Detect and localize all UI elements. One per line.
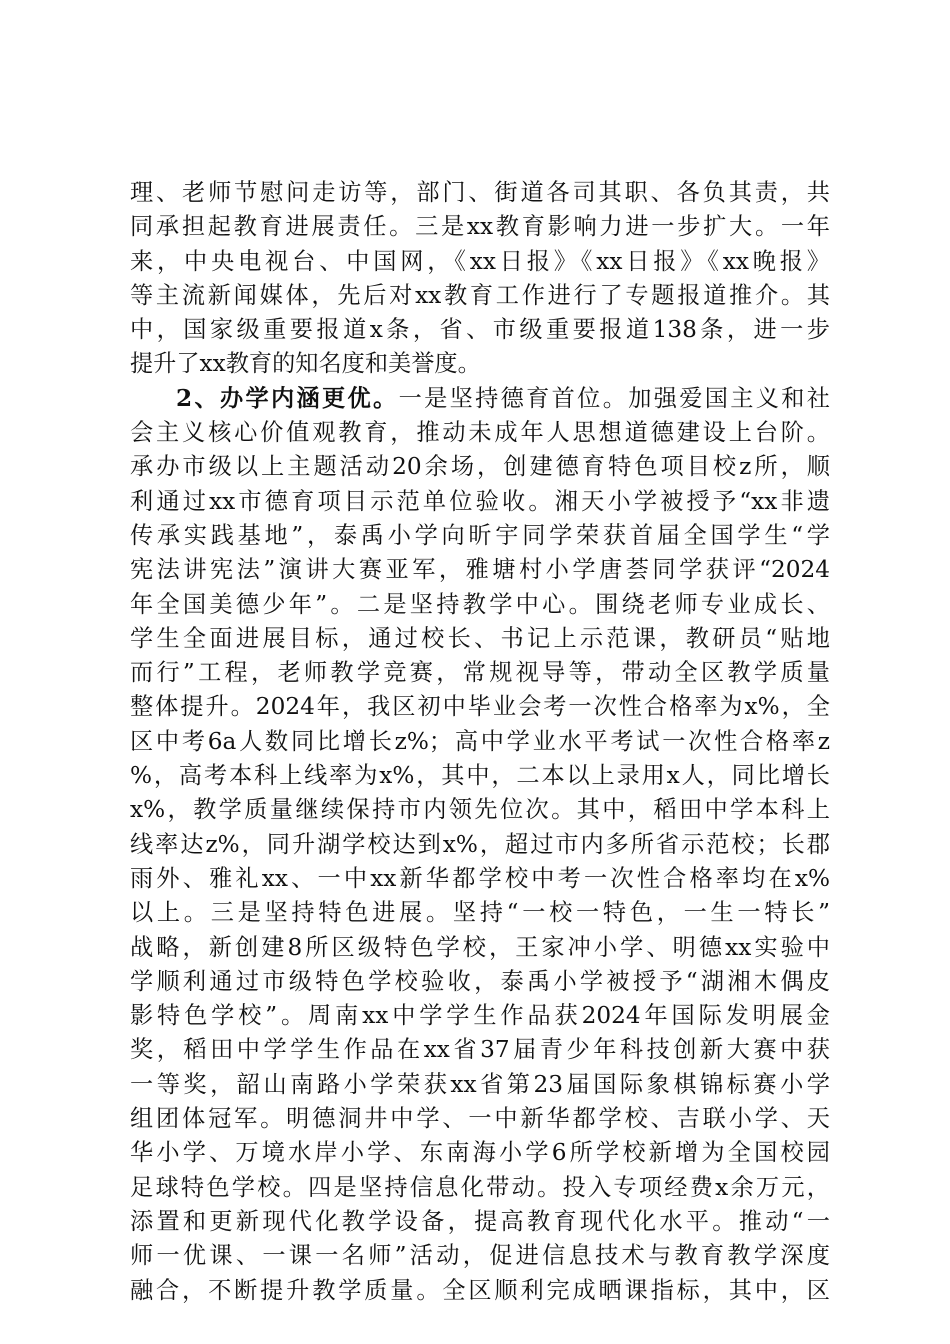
text-line: 组团体冠军。明德洞井中学、一中新华都学校、吉联小学、天 <box>130 1105 830 1133</box>
text-run: 一是坚持德育首位。加强爱国主义和社 <box>398 384 830 412</box>
text-line: 一等奖，韶山南路小学荣获xx省第23届国际象棋锦标赛小学 <box>130 1070 830 1098</box>
text-line: 奖，稻田中学学生作品在xx省37届青少年科技创新大赛中获 <box>130 1036 830 1064</box>
text-line: 年全国美德少年”。二是坚持教学中心。围绕老师专业成长、 <box>130 590 830 618</box>
text-line: 区中考6a人数同比增长z%；高中学业水平考试一次性合格率z <box>130 727 830 755</box>
text-line: %，高考本科上线率为x%，其中，二本以上录用x人，同比增长 <box>130 762 830 790</box>
document-body <box>130 176 830 1308</box>
text-line: 承办市级以上主题活动20余场，创建德育特色项目校z所，顺 <box>130 453 830 481</box>
text-line: 利通过xx市德育项目示范单位验收。湘天小学被授予“xx非遗 <box>130 487 830 515</box>
text-line: 等主流新闻媒体，先后对xx教育工作进行了专题报道推介。其 <box>130 281 830 309</box>
text-line: 学顺利通过市级特色学校验收，泰禹小学被授予“湖湘木偶皮 <box>130 967 830 995</box>
text-line: 足球特色学校。四是坚持信息化带动。投入专项经费x余万元， <box>130 1173 830 1201</box>
text-line: x%，教学质量继续保持市内领先位次。其中，稻田中学本科上 <box>130 796 830 824</box>
section-heading: 2、办学内涵更优。 <box>176 384 399 412</box>
text-line: 学生全面进展目标，通过校长、书记上示范课，教研员“贴地 <box>130 624 830 652</box>
text-line: 宪法讲宪法”演讲大赛亚军，雅塘村小学唐荟同学获评“2024 <box>130 556 830 584</box>
text-line: 会主义核心价值观教育，推动未成年人思想道德建设上台阶。 <box>130 419 830 447</box>
text-line: 中，国家级重要报道x条，省、市级重要报道138条，进一步 <box>130 316 830 344</box>
text-line: 提升了xx教育的知名度和美誉度。 <box>130 350 481 378</box>
text-line: 线率达z%，同升湖学校达到x%，超过市内多所省示范校；长郡 <box>130 830 830 858</box>
paragraph-1 <box>130 176 830 382</box>
text-line: 整体提升。2024年，我区初中毕业会考一次性合格率为x%，全 <box>130 693 830 721</box>
text-line: 传承实践基地”，泰禹小学向昕宇同学荣获首届全国学生“学 <box>130 521 830 549</box>
paragraph-2-first-line <box>130 382 830 416</box>
text-line: 来，中央电视台、中国网，《xx日报》《xx日报》《xx晚报》 <box>130 247 830 275</box>
text-line: 雨外、雅礼xx、一中xx新华都学校中考一次性合格率均在x% <box>130 864 830 892</box>
text-line: 添置和更新现代化教学设备，提高教育现代化水平。推动“一 <box>130 1207 830 1235</box>
text-line: 理、老师节慰问走访等，部门、街道各司其职、各负其责，共 <box>130 179 830 206</box>
text-line: 而行”工程，老师教学竞赛，常规视导等，带动全区教学质量 <box>130 659 830 687</box>
text-line: 华小学、万境水岸小学、东南海小学6所学校新增为全国校园 <box>130 1139 830 1167</box>
text-line: 影特色学校”。周南xx中学学生作品获2024年国际发明展金 <box>130 1002 830 1030</box>
text-line: 师一优课、一课一名师”活动，促进信息技术与教育教学深度 <box>130 1242 830 1270</box>
text-line: 融合，不断提升教学质量。全区顺利完成晒课指标，其中，区 <box>130 1276 830 1304</box>
paragraph-2 <box>130 382 830 1308</box>
text-line: 战略，新创建8所区级特色学校，王家冲小学、明德xx实验中 <box>130 933 830 961</box>
text-line: 以上。三是坚持特色进展。坚持“一校一特色，一生一特长” <box>130 899 830 927</box>
text-line: 同承担起教育进展责任。三是xx教育影响力进一步扩大。一年 <box>130 213 830 241</box>
